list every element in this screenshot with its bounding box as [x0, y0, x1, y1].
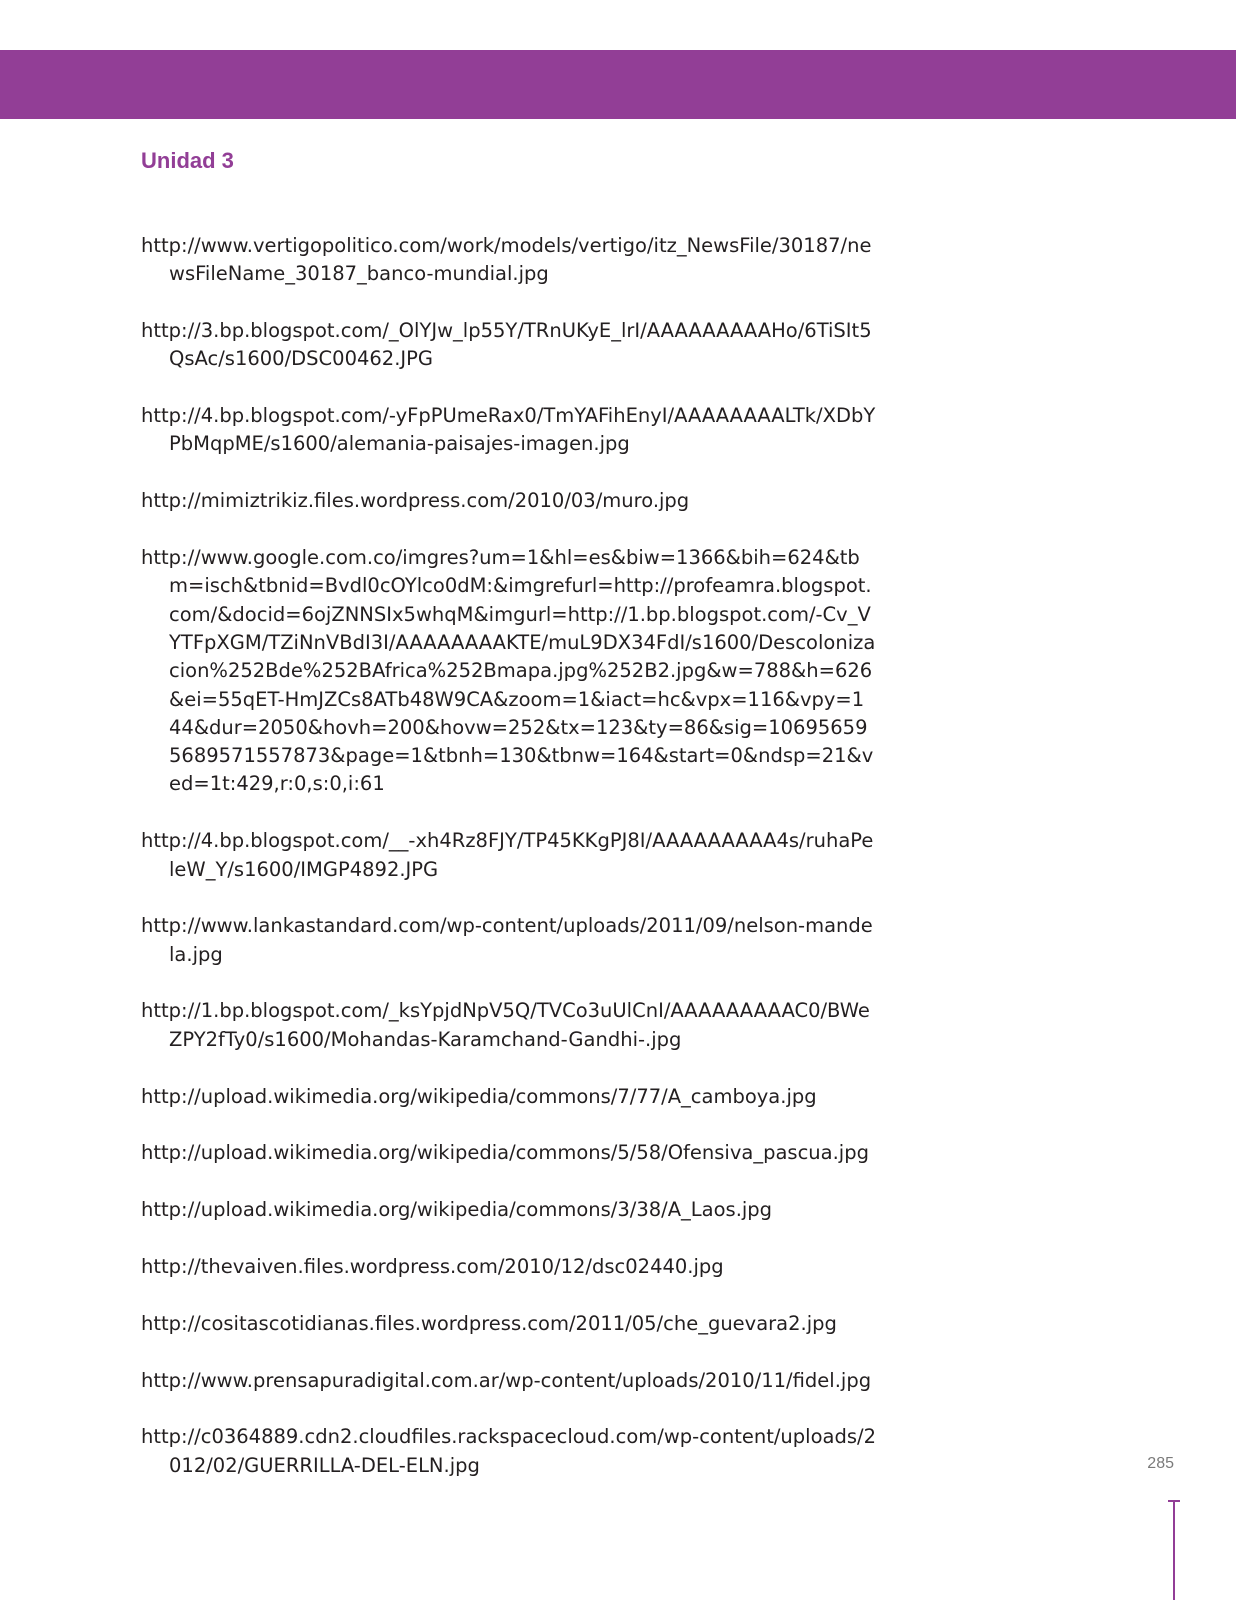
reference-url: http://thevaiven.files.wordpress.com/2010/12/dsc02440.jpg [141, 1254, 724, 1278]
margin-marker-line [1173, 1500, 1175, 1600]
reference-url: http://www.google.com.co/imgres?um=1&hl=es&biw=1366&bih=624&tbm=isch&tbnid=Bvdl0cOYlco0dM:&imgrefurl=http://profeamra.blogspot.com/&docid=6ojZNNSIx5whqM&imgurl=http://1.bp.blogspot.com/-Cv_VYTFpXGM/TZiNnVBdI3I/AAAAAAAAKTE/muL9DX34FdI/s1600/Descolonizacion%252Bde%252BAfrica%252Bmapa.jpg%252B2.jpg&w=788&h=626&ei=55qET-HmJZCs8ATb48W9CA&zoom=1&iact=hc&vpx=116&vpy=144&dur=2050&hovh=200&hovw=252&tx=123&ty=86&sig=106956595689571557873&page=1&tbnh=130&tbnw=164&start=0&ndsp=21&ved=1t:429,r:0,s:0,i:61 [141, 546, 876, 796]
reference-url: http://www.lankastandard.com/wp-content/uploads/2011/09/nelson-mandela.jpg [141, 914, 873, 966]
reference-url: http://www.prensapuradigital.com.ar/wp-content/uploads/2010/11/fidel.jpg [141, 1368, 872, 1392]
reference-url: http://mimiztrikiz.files.wordpress.com/2010/03/muro.jpg [141, 489, 690, 513]
page-number: 285 [1147, 1455, 1174, 1472]
reference-url: http://3.bp.blogspot.com/_OlYJw_lp55Y/TRnUKyE_lrI/AAAAAAAAAHo/6TiSIt5QsAc/s1600/DSC00462.JPG [141, 319, 872, 371]
reference-url: http://cositascotidianas.files.wordpress.com/2011/05/che_guevara2.jpg [141, 1311, 837, 1335]
unit-title: Unidad 3 [141, 148, 234, 173]
reference-url: http://upload.wikimedia.org/wikipedia/commons/5/58/Ofensiva_pascua.jpg [141, 1141, 869, 1165]
header-color-band [0, 50, 1236, 119]
reference-url: http://c0364889.cdn2.cloudfiles.rackspacecloud.com/wp-content/uploads/2012/02/GUERRILLA-DEL-ELN.jpg [141, 1425, 876, 1477]
image-reference-list [141, 232, 876, 1508]
reference-url: http://www.vertigopolitico.com/work/models/vertigo/itz_NewsFile/30187/newsFileName_30187_banco-mundial.jpg [141, 234, 872, 286]
reference-url: http://upload.wikimedia.org/wikipedia/commons/3/38/A_Laos.jpg [141, 1198, 773, 1222]
reference-url: http://upload.wikimedia.org/wikipedia/commons/7/77/A_camboya.jpg [141, 1084, 817, 1108]
reference-url: http://4.bp.blogspot.com/-yFpPUmeRax0/TmYAFihEnyI/AAAAAAAALTk/XDbYPbMqpME/s1600/alemania-paisajes-imagen.jpg [141, 404, 876, 456]
reference-url: http://1.bp.blogspot.com/_ksYpjdNpV5Q/TVCo3uUlCnI/AAAAAAAAAC0/BWeZPY2fTy0/s1600/Mohandas-Karamchand-Gandhi-.jpg [141, 999, 870, 1051]
reference-url: http://4.bp.blogspot.com/__-xh4Rz8FJY/TP45KKgPJ8I/AAAAAAAAA4s/ruhaPeleW_Y/s1600/IMGP4892.JPG [141, 829, 874, 881]
